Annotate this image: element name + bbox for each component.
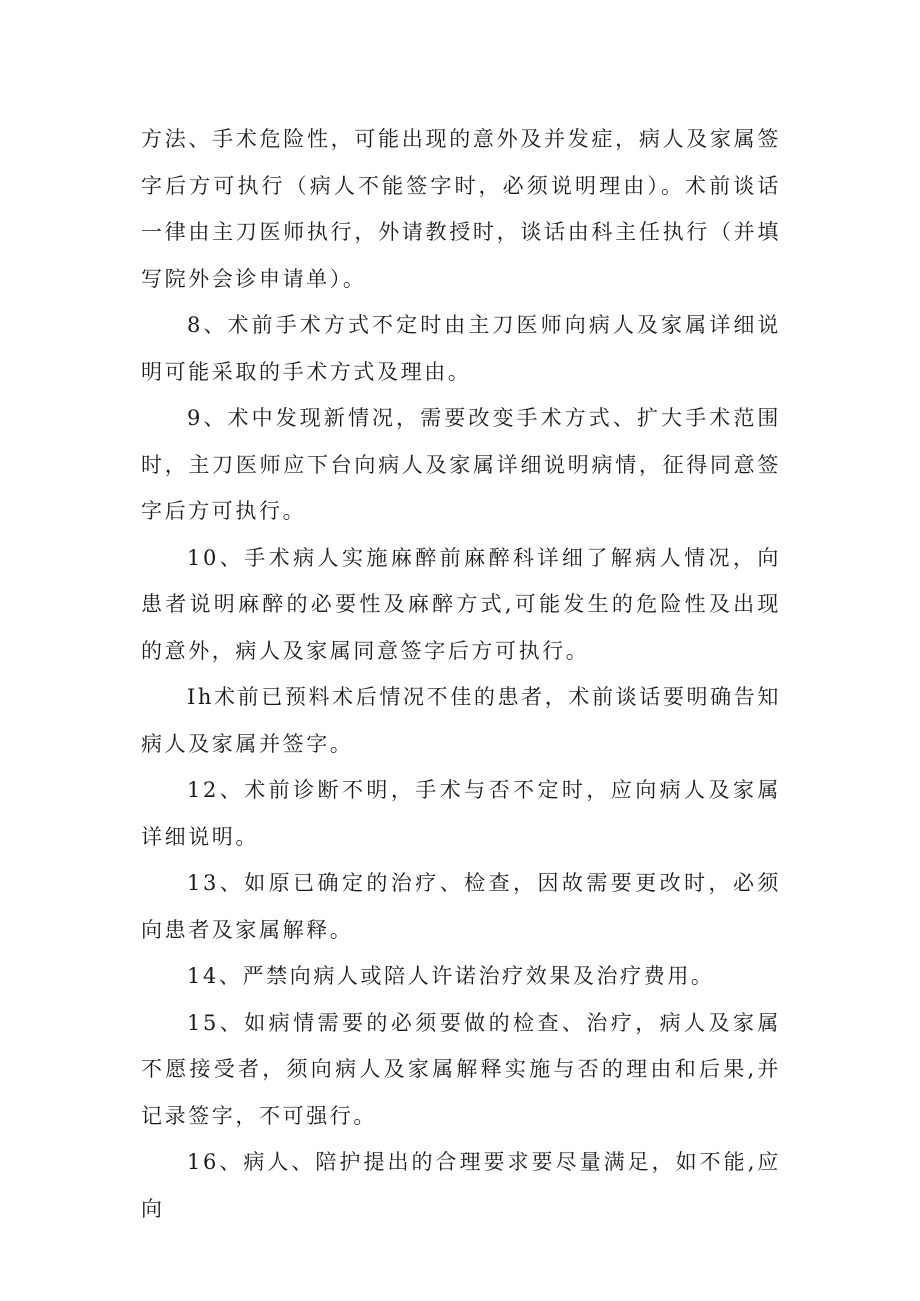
paragraph-continuation: 方法、手术危险性，可能出现的意外及并发症，病人及家属签字后方可执行（病人不能签字时，必须说明理由）。术前谈话一律由主刀医师执行，外请教授时，谈话由科主任执行（并填写院外会诊申请单）。 (141, 127, 781, 291)
paragraph-item-11: Ih术前已预料术后情况不佳的患者，术前谈话要明确告知病人及家属并签字。 (141, 685, 781, 756)
paragraph-item-9: 9、术中发现新情况，需要改变手术方式、扩大手术范围时，主刀医师应下台向病人及家属详细说明病情，征得同意签字后方可执行。 (141, 406, 781, 523)
document-body (141, 116, 781, 1232)
paragraph-item-16: 16、病人、陪护提出的合理要求要尽量满足，如不能,应向 (141, 1150, 781, 1221)
paragraph-item-8: 8、术前手术方式不定时由主刀医师向病人及家属详细说明可能采取的手术方式及理由。 (141, 313, 781, 384)
paragraph-item-13: 13、如原已确定的治疗、检查，因故需要更改时，必须向患者及家属解释。 (141, 871, 781, 942)
paragraph-item-12: 12、术前诊断不明，手术与否不定时，应向病人及家属详细说明。 (141, 778, 781, 849)
paragraph-item-14: 14、严禁向病人或陪人许诺治疗效果及治疗费用。 (187, 964, 715, 988)
paragraph-item-10: 10、手术病人实施麻醉前麻醉科详细了解病人情况，向患者说明麻醉的必要性及麻醉方式,可能发生的危险性及出现的意外，病人及家属同意签字后方可执行。 (141, 545, 781, 663)
paragraph-item-15: 15、如病情需要的必须要做的检查、治疗，病人及家属不愿接受者，须向病人及家属解释实施与否的理由和后果,并记录签字，不可强行。 (141, 1010, 781, 1128)
